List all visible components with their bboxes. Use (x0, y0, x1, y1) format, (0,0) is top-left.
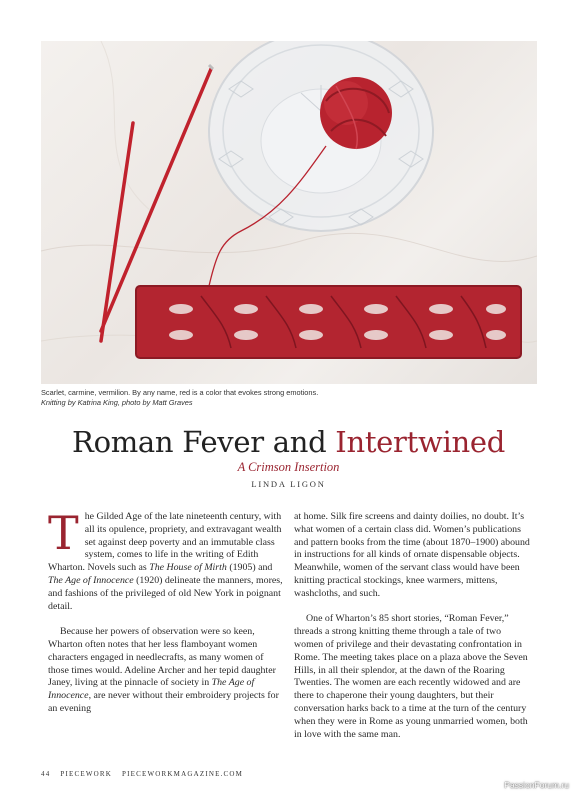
drop-cap: T (48, 506, 79, 560)
text-column-right (294, 511, 530, 741)
paragraph (48, 626, 284, 716)
paragraph (48, 506, 284, 613)
article-title (0, 424, 577, 460)
article-subtitle: A Crimson Insertion (237, 460, 340, 474)
yarn-knitting-illustration (41, 41, 537, 384)
page-footer (41, 770, 253, 778)
paragraph: at home. Silk fire screens and dainty doilies, no doubt. It’s what women of a certain class did. Women’s publications and pattern books from the time (about 1870–1900) abound in instructions for all kinds of ornate dispensable objects. Meanwhile, women of the servant class would have been knitting practical stockings, knee warmers, mittens, washcloths, and such. (294, 511, 530, 599)
yarn-ball (320, 77, 392, 149)
watermark: PassionForum.ru (504, 780, 569, 790)
paragraph-text: (1905) and (226, 562, 273, 574)
paragraph-text: (1920) delineate the manners, mores, and fashions of the privileged of old New York in poignant detail. (48, 574, 283, 612)
book-title: The Age of Innocence (48, 677, 255, 702)
paragraph-text: , are never without their embroidery projects for an evening (48, 690, 279, 714)
title-accent: Intertwined (335, 425, 505, 459)
book-title: The House of Mirth (149, 562, 227, 574)
photo-credit: Knitting by Katrina King, photo by Matt Graves (41, 398, 193, 407)
knitted-lace-strip (136, 286, 521, 358)
title-main: Roman Fever and (72, 425, 336, 459)
knitting-needle (101, 123, 133, 341)
author-byline: LINDA LIGON (251, 479, 326, 489)
paragraph-text: he Gilded Age of the late nineteenth century, with all its opulence, propriety, and extravagant wealth set against deep poverty and an immutable class system, comes to life in the writing of Edith Wharton. Novels such as (48, 511, 282, 574)
feature-photo (41, 41, 537, 384)
text-column-left (48, 506, 284, 716)
page-number: 44 (41, 770, 51, 778)
magazine-url: PIECEWORKMAGAZINE.COM (122, 770, 244, 778)
caption-text: Scarlet, carmine, vermilion. By any name, red is a color that evokes strong emotions. (41, 388, 319, 397)
book-title: The Age of Innocence (48, 574, 134, 586)
paragraph: One of Wharton’s 85 short stories, “Roman Fever,” threads a strong knitting theme through a tale of two women of privilege and their devastating confrontation in Rome. The meeting takes place on a plaza above the Seven Hills, in all their splendor, at the dawn of the Roaring Twenties. The women are each recently widowed and are there to chaperone their young daughters, but their conversation harks back to a time at the turn of the century when they were in Rome as young unmarried women, both in love with the same man. (294, 613, 528, 740)
photo-caption (41, 388, 537, 408)
crystal-bowl (209, 41, 433, 231)
magazine-name: PIECEWORK (60, 770, 113, 778)
paragraph-text: Because her powers of observation were so keen, Wharton often notes that her less flamboyant women characters engaged in needlecrafts, as many women of those times would. Adeline Archer and her tepid daughter Janey, living at the pinnacle of society in (48, 626, 276, 689)
